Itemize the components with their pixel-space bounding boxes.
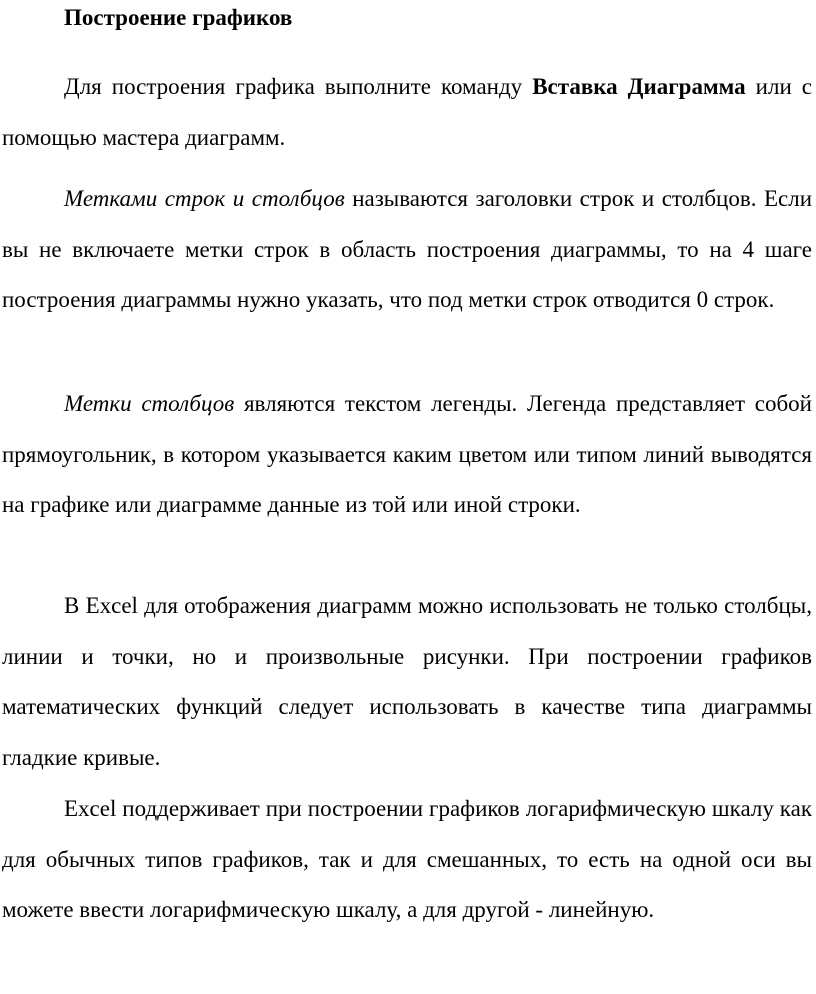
paragraph-text: Для построения графика выполните команду: [64, 74, 533, 99]
paragraph-row-column-labels: [2, 174, 812, 326]
term-italic: Метки столбцов: [64, 391, 235, 416]
paragraph-log-scale: [2, 784, 812, 936]
paragraph-legend: [2, 379, 812, 531]
paragraph-text: называются заголовки строк и столбцов. Если вы не включаете метки строк в область построения диаграммы, то на 4 шаге построения диаграммы нужно указать, что под метки строк отводится 0 строк.: [2, 186, 812, 312]
term-italic: Метками строк и столбцов: [64, 186, 345, 211]
paragraph-text: или с помощью мастера диаграмм.: [2, 74, 812, 150]
paragraph-text: Excel поддерживает при построении графиков логарифмическую шкалу как для обычных типов графиков, так и для смешанных, то есть на одной оси вы можете ввести логарифмическую шкалу, а для другой - линейную.: [2, 796, 812, 922]
command-name: Вставка Диаграмма: [532, 74, 746, 99]
paragraph-insert-chart: [2, 62, 812, 163]
paragraph-text: являются текстом легенды. Легенда представляет собой прямоугольник, в котором указывается каким цветом или типом линий выводятся на графике или диаграмме данные из той или иной строки.: [2, 391, 812, 517]
paragraph-text: В Excel для отображения диаграмм можно использовать не только столбцы, линии и точки, но и произвольные рисунки. При построении графиков математических функций следует использовать в качестве типа диаграммы гладкие кривые.: [2, 593, 812, 770]
paragraph-chart-types: [2, 581, 812, 783]
page-title: Построение графиков: [64, 5, 293, 30]
